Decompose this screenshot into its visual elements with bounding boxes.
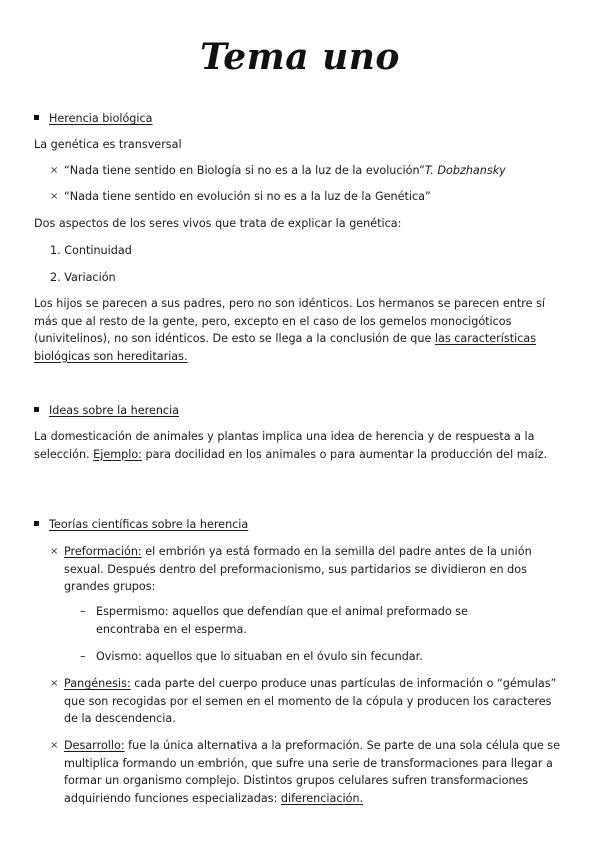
x-bullet-icon: × [50,740,59,751]
quote-item [50,188,564,206]
list-item: 1. Continuidad [50,244,132,257]
sub-item [80,648,532,666]
x-bullet-icon: × [50,191,59,202]
theory-text: fue la única alternativa a la preformación. Se parte de una sola célula que se multiplica formando un embrión, que sufre una serie de transformaciones para llegar a formar un organismo complejo. Distintos grupos celulares sufren transformaciones adquiriendo funciones especializadas: [64,739,560,805]
quote-author: T. Dobzhansky [424,164,506,177]
sub-item [80,603,532,638]
paragraph-text: La domesticación de animales y plantas implica una idea de herencia y de respuesta a la selección. [34,430,535,461]
sub-item-text: Ovismo: aquellos que lo situaban en el óvulo sin fecundar. [96,650,423,663]
paragraph [34,428,564,463]
heading-text: Ideas sobre la herencia [49,404,180,417]
paragraph-text: para docilidad en los animales o para aumentar la producción del maíz. [141,447,548,461]
section-heading-teorias [34,516,564,534]
dash-bullet-icon: – [80,605,86,618]
theory-item-pangenesis [50,675,564,728]
theory-underlined: diferenciación. [280,791,364,805]
square-bullet-icon [34,407,39,412]
quote-item [50,162,564,180]
quote-text: “Nada tiene sentido en Biología si no es a la luz de la evolución” [64,164,425,177]
theory-item-desarrollo [50,737,564,807]
text-line: La genética es transversal [34,138,182,151]
theory-text: el embrión ya está formado en la semilla del padre antes de la unión sexual. Después dentro del preformacionismo, sus partidarios se dividieron en dos grandes grupos: [64,545,532,593]
theory-label: Desarrollo: [64,739,125,752]
x-bullet-icon: × [50,546,59,557]
heading-text: Teorías científicas sobre la herencia [49,518,249,531]
paragraph-underlined: las características biológicas son hereditarias. [34,332,537,363]
quote-text: “Nada tiene sentido en evolución si no es a la luz de la Genética” [64,190,431,203]
paragraph-text: Los hijos se parecen a sus padres, pero no son idénticos. Los hermanos se parecen entre sí más que al resto de la gente, pero, excepto en el caso de los gemelos monocigóticos (univitelinos), no son idénticos. De esto se llega a la conclusión de que [34,297,546,345]
section-heading-ideas [34,402,564,420]
x-bullet-icon: × [50,165,59,176]
list-item: 2. Variación [50,271,116,284]
x-bullet-icon: × [50,678,59,689]
square-bullet-icon [34,115,39,120]
square-bullet-icon [34,521,39,526]
theory-text: cada parte del cuerpo produce unas partículas de información o “gémulas” que son recogidas por el semen en el momento de la cópula y producen los caracteres de la descendencia. [64,677,557,725]
theory-label: Pangénesis: [64,677,131,690]
dash-bullet-icon: – [80,650,86,663]
page-title: Tema uno [200,36,400,78]
text-line: Dos aspectos de los seres vivos que trata de explicar la genética: [34,217,402,230]
sub-item-text: Espermismo: aquellos que defendían que el animal preformado se encontraba en el esperma. [96,605,468,636]
example-label: Ejemplo: [93,447,142,461]
heading-text: Herencia biológica [49,112,153,125]
paragraph [34,295,564,365]
section-heading-herencia [34,110,564,128]
theory-label: Preformación: [64,545,142,558]
theory-item-preformacion [50,543,564,596]
